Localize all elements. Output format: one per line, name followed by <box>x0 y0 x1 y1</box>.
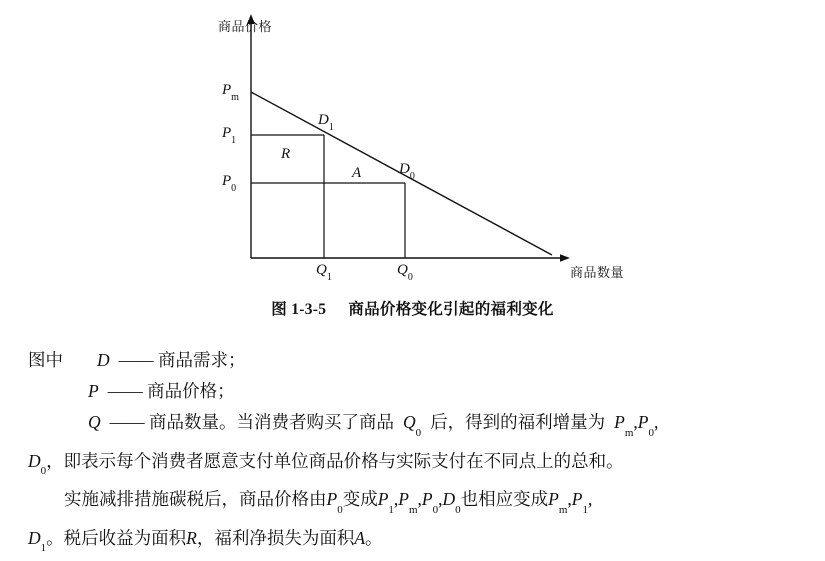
point-d0-sub: 0 <box>410 171 415 182</box>
comma-6: , <box>567 489 571 509</box>
x-tick-q1 <box>316 262 332 281</box>
symbol-q: Q <box>88 412 101 432</box>
figure-caption-number: 图 1-3-5 <box>271 301 326 318</box>
legend-intro: 图中 <box>28 350 63 370</box>
symbol-p0-b: $P_0$ <box>327 489 343 509</box>
point-d1-sub: 1 <box>329 122 334 133</box>
symbol-p: P <box>88 381 99 401</box>
area-label-r: R <box>281 146 290 163</box>
comma-5: , <box>438 489 442 509</box>
paragraph-1-tail: ，即表示每个消费者愿意支付单位商品价格与实际支付在不同点上的总和。 <box>46 451 624 471</box>
symbol-pm-c: $P_m$ <box>548 489 567 509</box>
symbol-p1: $P_1$ <box>378 489 394 509</box>
body-text <box>28 345 800 561</box>
paragraph-2-a: 实施减排措施碳税后，商品价格由 <box>64 489 327 509</box>
paragraph-2-e: ，福利净损失为面积 <box>197 528 355 548</box>
y-tick-p1-sub: 1 <box>231 135 236 146</box>
x-tick-q0-base: Q <box>397 262 408 278</box>
paragraph-2-c: 也相应变成 <box>461 489 549 509</box>
legend-d-desc: —— 商品需求； <box>119 350 246 370</box>
figure-caption <box>0 297 825 319</box>
y-tick-p1 <box>222 125 236 144</box>
text-line-1 <box>28 345 800 376</box>
symbol-r: R <box>186 528 197 548</box>
y-tick-p1-base: P <box>222 125 231 141</box>
x-tick-q1-sub: 1 <box>327 272 332 283</box>
paragraph-2-b: 变成 <box>343 489 378 509</box>
y-tick-p0-sub: 0 <box>231 183 236 194</box>
legend-p-desc: —— 商品价格； <box>108 381 235 401</box>
comma-4: , <box>418 489 422 509</box>
text-line-5 <box>28 484 800 523</box>
legend-q-desc-a: —— 商品数量。当消费者购买了商品 <box>110 412 394 432</box>
x-tick-q0-sub: 0 <box>408 272 413 283</box>
symbol-d0: $D_0$ <box>28 451 46 471</box>
symbol-q0: $Q_0$ <box>403 412 421 432</box>
paragraph-2-f: 。 <box>365 528 383 548</box>
symbol-pm: $P_m$ <box>614 412 633 432</box>
symbol-d1: $D_1$ <box>28 528 46 548</box>
comma-1: , <box>633 412 637 432</box>
y-tick-p0 <box>222 173 236 192</box>
comma-2: , <box>654 412 658 432</box>
figure-caption-title: 商品价格变化引起的福利变化 <box>348 301 553 318</box>
y-tick-pm-sub: m <box>231 92 239 103</box>
text-line-2 <box>28 376 800 407</box>
comma-3: , <box>394 489 398 509</box>
symbol-pm-b: $P_m$ <box>398 489 417 509</box>
point-d0-base: D <box>399 161 410 177</box>
symbol-d: D <box>97 350 110 370</box>
point-d0-label <box>399 161 415 180</box>
paragraph-2-d: 。税后收益为面积 <box>46 528 186 548</box>
text-line-3 <box>28 407 800 446</box>
text-line-4 <box>28 446 800 485</box>
point-d1-base: D <box>318 112 329 128</box>
symbol-a: A <box>354 528 365 548</box>
symbol-p0-c: $P_0$ <box>422 489 438 509</box>
y-tick-pm <box>222 82 239 101</box>
y-axis-label: 商品价格 <box>218 16 272 35</box>
symbol-p0: $P_0$ <box>638 412 654 432</box>
point-d1-label <box>318 112 334 131</box>
symbol-d0-b: $D_0$ <box>443 489 461 509</box>
x-tick-q0 <box>397 262 413 281</box>
legend-q-desc-b: 后，得到的福利增量为 <box>430 412 605 432</box>
x-axis-label: 商品数量 <box>570 262 624 281</box>
comma-7: , <box>588 489 592 509</box>
x-tick-q1-base: Q <box>316 262 327 278</box>
symbol-p1-b: $P_1$ <box>572 489 588 509</box>
area-label-a: A <box>352 165 361 182</box>
y-tick-p0-base: P <box>222 173 231 189</box>
x-axis-arrow <box>560 254 570 262</box>
y-tick-pm-base: P <box>222 82 231 98</box>
